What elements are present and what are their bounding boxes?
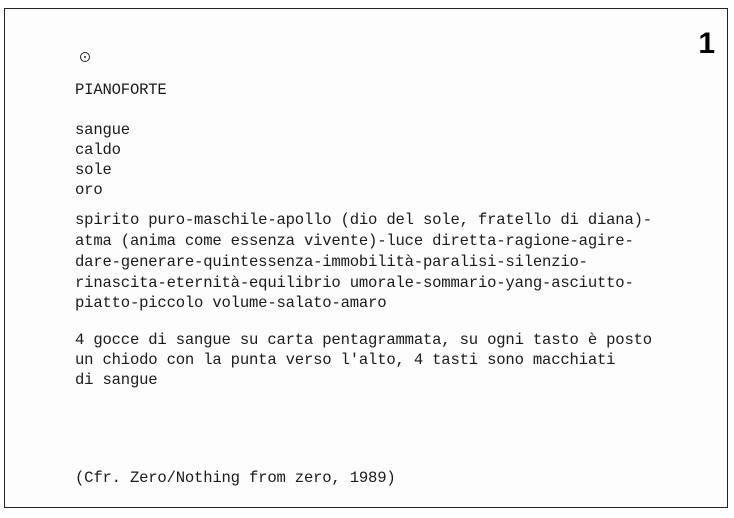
paragraph1-line: atma (anima come essenza vivente)-luce diretta-ragione-agire- — [75, 232, 634, 250]
title: PIANOFORTE — [75, 81, 167, 99]
word-line: oro — [75, 181, 103, 199]
paragraph2-line: di sangue — [75, 371, 158, 389]
word-line: caldo — [75, 141, 121, 159]
paragraph1-line: piatto-piccolo volume-salato-amaro — [75, 294, 387, 312]
paragraph2-line: un chiodo con la punta verso l'alto, 4 tasti sono macchiati — [75, 351, 616, 369]
paragraph2-line: 4 gocce di sangue su carta pentagrammata, su ogni tasto è posto — [75, 331, 652, 349]
page-number: 1 — [698, 27, 715, 60]
circle-dot-icon — [80, 52, 90, 62]
document-card — [4, 8, 728, 508]
paragraph1-line: dare-generare-quintessenza-immobilità-paralisi-silenzio- — [75, 253, 588, 271]
citation: (Cfr. Zero/Nothing from zero, 1989) — [75, 469, 396, 487]
word-line: sole — [75, 161, 112, 179]
word-line: sangue — [75, 121, 130, 139]
paragraph1-line: spirito puro-maschile-apollo (dio del sole, fratello di diana)- — [75, 211, 652, 229]
paragraph1-line: rinascita-eternità-equilibrio umorale-sommario-yang-asciutto- — [75, 274, 634, 292]
